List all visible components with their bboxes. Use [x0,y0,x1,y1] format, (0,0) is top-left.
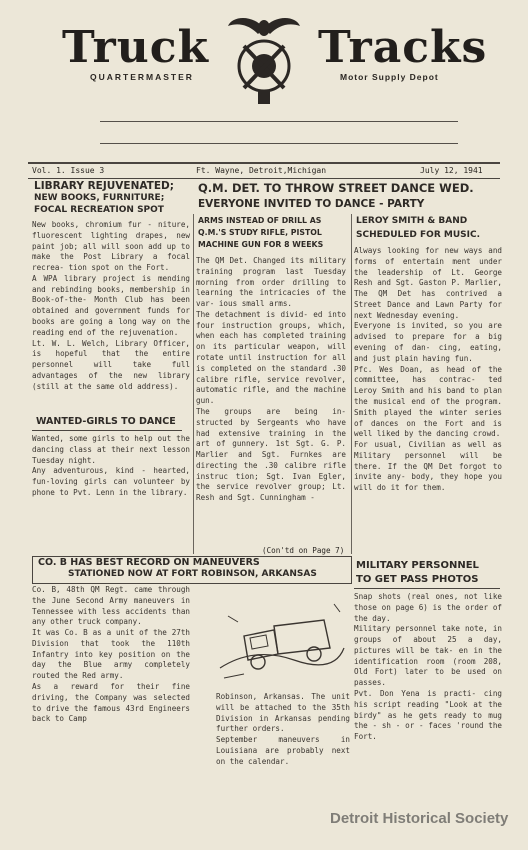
library-text: New books, chromium fur - niture, fluorescent lighting drapes, new paint job; all will soon add up to make the Post Library a focal recrea- tion spot on the Fort. A WPA library project is mending and rebinding books, membership in Book-of-the- Month Club has been obtained and government funds for books are going a long way on the reading end of the rejuvenation. Lt. W. L. Welch, Library Officer, is hopeful that the entire personnel will take full advantages of the new library (still at the same old address). [32,220,190,391]
continued-note: (Con'td on Page 7) [262,546,345,555]
headline-dance-sub: EVERYONE INVITED TO DANCE - PARTY [198,198,425,210]
company-text: Co. B, 48th QM Regt. came through the June Second Army maneuvers in Tennessee with less accidents than any other truck company. It was Co. B as a unit of the 27th Division that took the 110th Infantry into key position on the day the Blue army completely routed the Red army. As a reward for their fine driving, the Company was selected to drive the famous 43rd Engineers back to Camp [32,585,190,724]
headline-arms-2: Q.M.'S STUDY RIFLE, PISTOL [198,228,322,237]
dateline-volume: Vol. 1. Issue 3 [32,166,105,175]
arms-article-text [196,256,346,504]
headline-arms-1: ARMS INSTEAD OF DRILL AS [198,216,322,225]
library-article-text [32,220,190,393]
company-article-text [32,585,190,725]
watermark: Detroit Historical Society [330,810,509,827]
dateline-date: July 12, 1941 [420,166,483,175]
headline-company: CO. B HAS BEST RECORD ON MANEUVERS [38,557,260,568]
headline-company-sub: STATIONED NOW AT FORT ROBINSON, ARKANSAS [68,569,317,579]
headline-arms-3: MACHINE GUN FOR 8 WEEKS [198,240,324,249]
masthead-right-word: Tracks [318,22,488,73]
company-text-2: Robinson, Arkansas. The unit will be attached to the 35th Division in Arkansas pending further orders. September maneuvers in Louisiana are probably next on the calendar. [216,692,350,766]
headline-library-sub1: NEW BOOKS, FURNITURE; [34,193,165,203]
photos-text: Snap shots (real ones, not like those on page 6) is the order of the day. Military personnel take note, in groups of about 25 a day, pictures will be tak- en in the identification room (room 208, Old Fort) later to be used on passes. Pvt. Don Yena is practi- cing his script reading "Look at the birdy" as he gets ready to mug the - sh - or - faces 'round the Fort. [354,592,502,742]
quartermaster-insignia-icon [222,6,306,106]
arms-text: The QM Det. Changed its military training program last Tuesday morning from order drilling to learning the intricacies of the var- ious small arms. The detachment is divid- ed into four instruction groups, which, when each has completed training on its particular weapon, will rotate until instruction for all is completed on the standard .30 calibre rifle, service revolver, automatic rifle, and the machine gun. The groups are being in- structed by Sergeants who have had extensive training in the art of gunnery. 1st Sgt. G. P. Marlier and Sgt. Furnkes are directing the .30 calibre rifle instruc tion; Sgt. Ivan Egler, the service revolver group; Lt. Resh and Sgt. Cunningham - [196,256,346,503]
headline-library-sub2: FOCAL RECREATION SPOT [34,205,164,215]
leroy-text: Always looking for new ways and forms of entertain ment under the leadership of Lt. George Resh and Sgt. Gaston P. Marlier, The QM Det has contrived a Street Dance and Lawn Party for next Wednesday evening. Everyone is invited, so you are advised to prepare for a big evening of dan- cing, eating, and just plain having fun. Pfc. Wes Doan, as head of the committee, has contrac- ted Leroy Smith and his band to plan the musical end of the program. Smith played the winter series of dances on the Fort and is well liked by the dancing crowd. For usual, Civilian as well as Military personnel will be there. If the QM Det forgot to invite any- body, they hope you will do it for them. [354,246,502,493]
wanted-article-text [32,434,190,499]
headline-leroy-1: LEROY SMITH & BAND [356,216,468,226]
headline-military-2: TO GET PASS PHOTOS [356,574,479,585]
headline-leroy-2: SCHEDULED FOR MUSIC. [356,230,481,240]
headline-library: LIBRARY REJUVENATED; [34,180,174,192]
headline-dance: Q.M. DET. TO THROW STREET DANCE WED. [198,181,474,195]
photos-article-text [354,592,502,743]
masthead-right-sub: Motor Supply Depot [340,72,439,82]
masthead-left-sub: QUARTERMASTER [90,72,194,82]
dateline-place: Ft. Wayne, Detroit,Michigan [196,166,327,175]
wanted-text: Wanted, some girls to help out the dancing class at their next lesson Tuesday night. Any adventurous, kind - hearted, fun-loving girls can volunteer by phone to Pvt. Lenn in the library. [32,434,190,497]
company-article-text-2 [216,692,350,767]
leroy-article-text [354,246,502,494]
masthead-left-word: Truck [62,22,209,73]
headline-wanted: WANTED-GIRLS TO DANCE [36,416,176,427]
army-truck-drawing-icon [214,586,348,690]
headline-military-1: MILITARY PERSONNEL [356,560,479,571]
